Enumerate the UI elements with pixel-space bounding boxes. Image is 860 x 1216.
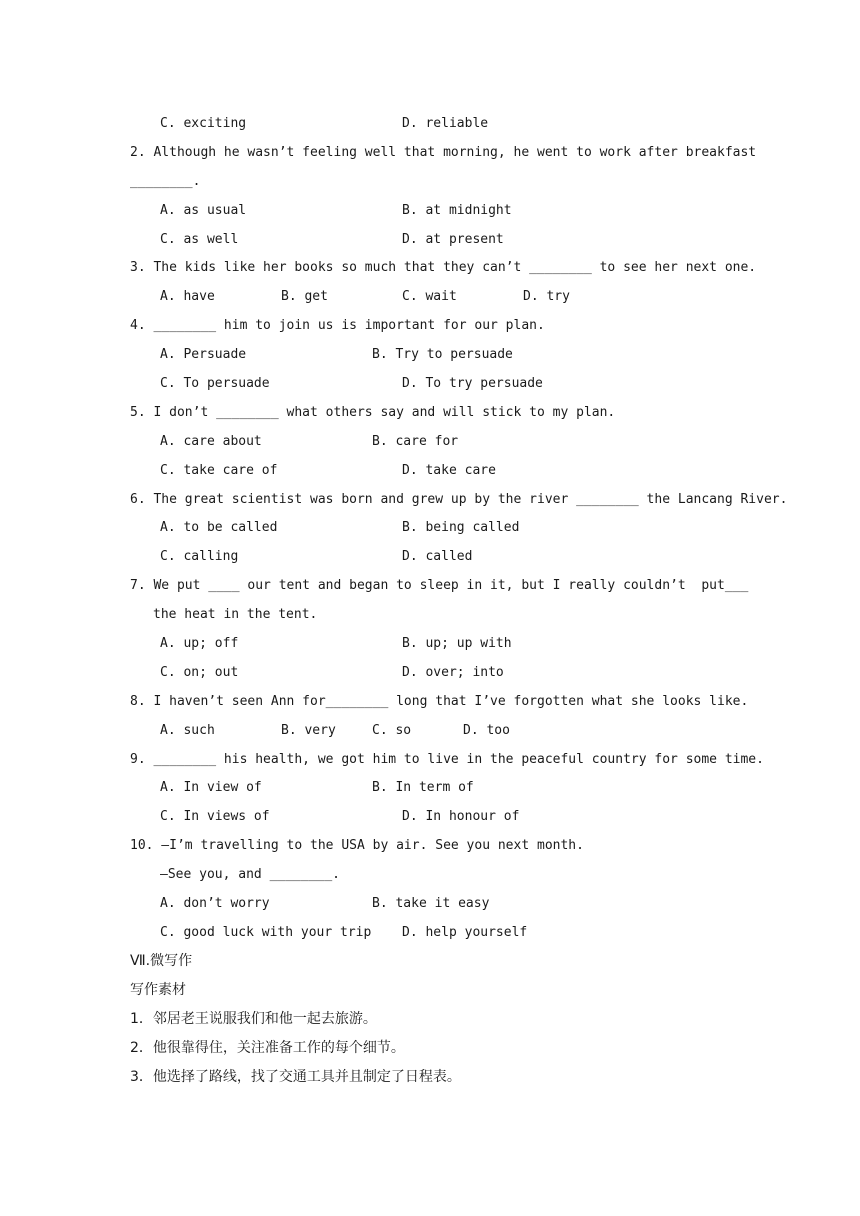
section-title: Ⅶ.微写作 — [130, 953, 193, 969]
q3-stem: 3. The kids like her books so much that they can’t ________ to see her next one. — [130, 260, 757, 275]
q10-option-b: B. take it easy — [372, 896, 490, 911]
q4-stem: 4. ________ him to join us is important for our plan. — [130, 318, 545, 333]
q2-option-c: C. as well — [160, 232, 239, 247]
q8-stem: 8. I haven’t seen Ann for________ long that I’ve forgotten what she looks like. — [130, 694, 749, 709]
q10-stem-continued: —See you, and ________. — [160, 867, 341, 882]
q7-option-d: D. over; into — [402, 665, 504, 680]
q3-option-b: B. get — [281, 289, 328, 304]
q8-option-a: A. such — [160, 723, 215, 738]
q6-option-c: C. calling — [160, 549, 239, 564]
writing-item-3: 3．他选择了路线，找了交通工具并且制定了日程表。 — [130, 1069, 461, 1085]
q3-option-a: A. have — [160, 289, 215, 304]
q3-option-c: C. wait — [402, 289, 457, 304]
q7-option-a: A. up; off — [160, 636, 239, 651]
writing-item-2: 2．他很靠得住，关注准备工作的每个细节。 — [130, 1040, 405, 1056]
q5-option-b: B. care for — [372, 434, 459, 449]
q4-option-b: B. Try to persuade — [372, 347, 513, 362]
q5-stem: 5. I don’t ________ what others say and will stick to my plan. — [130, 405, 616, 420]
section-subtitle: 写作素材 — [130, 982, 186, 998]
q9-option-d: D. In honour of — [402, 809, 520, 824]
q4-option-c: C. To persuade — [160, 376, 270, 391]
q9-option-c: C. In views of — [160, 809, 270, 824]
q2-stem: 2. Although he wasn’t feeling well that morning, he went to work after breakfast — [130, 145, 757, 160]
q6-option-a: A. to be called — [160, 520, 278, 535]
q5-option-d: D. take care — [402, 463, 496, 478]
q10-option-c: C. good luck with your trip — [160, 925, 372, 940]
q3-option-d: D. try — [523, 289, 570, 304]
q9-option-a: A. In view of — [160, 780, 262, 795]
q5-option-c: C. take care of — [160, 463, 278, 478]
q1-option-c: C. exciting — [160, 116, 247, 131]
q7-stem-continued: the heat in the tent. — [153, 607, 318, 622]
q9-stem: 9. ________ his health, we got him to live in the peaceful country for some time. — [130, 752, 764, 767]
q6-stem: 6. The great scientist was born and grew up by the river ________ the Lancang River. — [130, 492, 788, 507]
q2-blank: ________. — [130, 174, 201, 189]
q2-option-b: B. at midnight — [402, 203, 512, 218]
q7-stem: 7. We put ____ our tent and began to sleep in it, but I really couldn’t put___ — [130, 578, 749, 593]
q8-option-d: D. too — [463, 723, 510, 738]
q4-option-a: A. Persuade — [160, 347, 247, 362]
writing-item-1: 1．邻居老王说服我们和他一起去旅游。 — [130, 1011, 377, 1027]
q7-option-c: C. on; out — [160, 665, 239, 680]
q7-option-b: B. up; up with — [402, 636, 512, 651]
q8-option-b: B. very — [281, 723, 336, 738]
q10-stem: 10. —I’m travelling to the USA by air. See you next month. — [130, 838, 584, 853]
q2-option-d: D. at present — [402, 232, 504, 247]
q5-option-a: A. care about — [160, 434, 262, 449]
q6-option-d: D. called — [402, 549, 473, 564]
q8-option-c: C. so — [372, 723, 412, 738]
q10-option-a: A. don’t worry — [160, 896, 270, 911]
q4-option-d: D. To try persuade — [402, 376, 543, 391]
q1-option-d: D. reliable — [402, 116, 489, 131]
q10-option-d: D. help yourself — [402, 925, 528, 940]
q9-option-b: B. In term of — [372, 780, 474, 795]
q6-option-b: B. being called — [402, 520, 520, 535]
q2-option-a: A. as usual — [160, 203, 247, 218]
